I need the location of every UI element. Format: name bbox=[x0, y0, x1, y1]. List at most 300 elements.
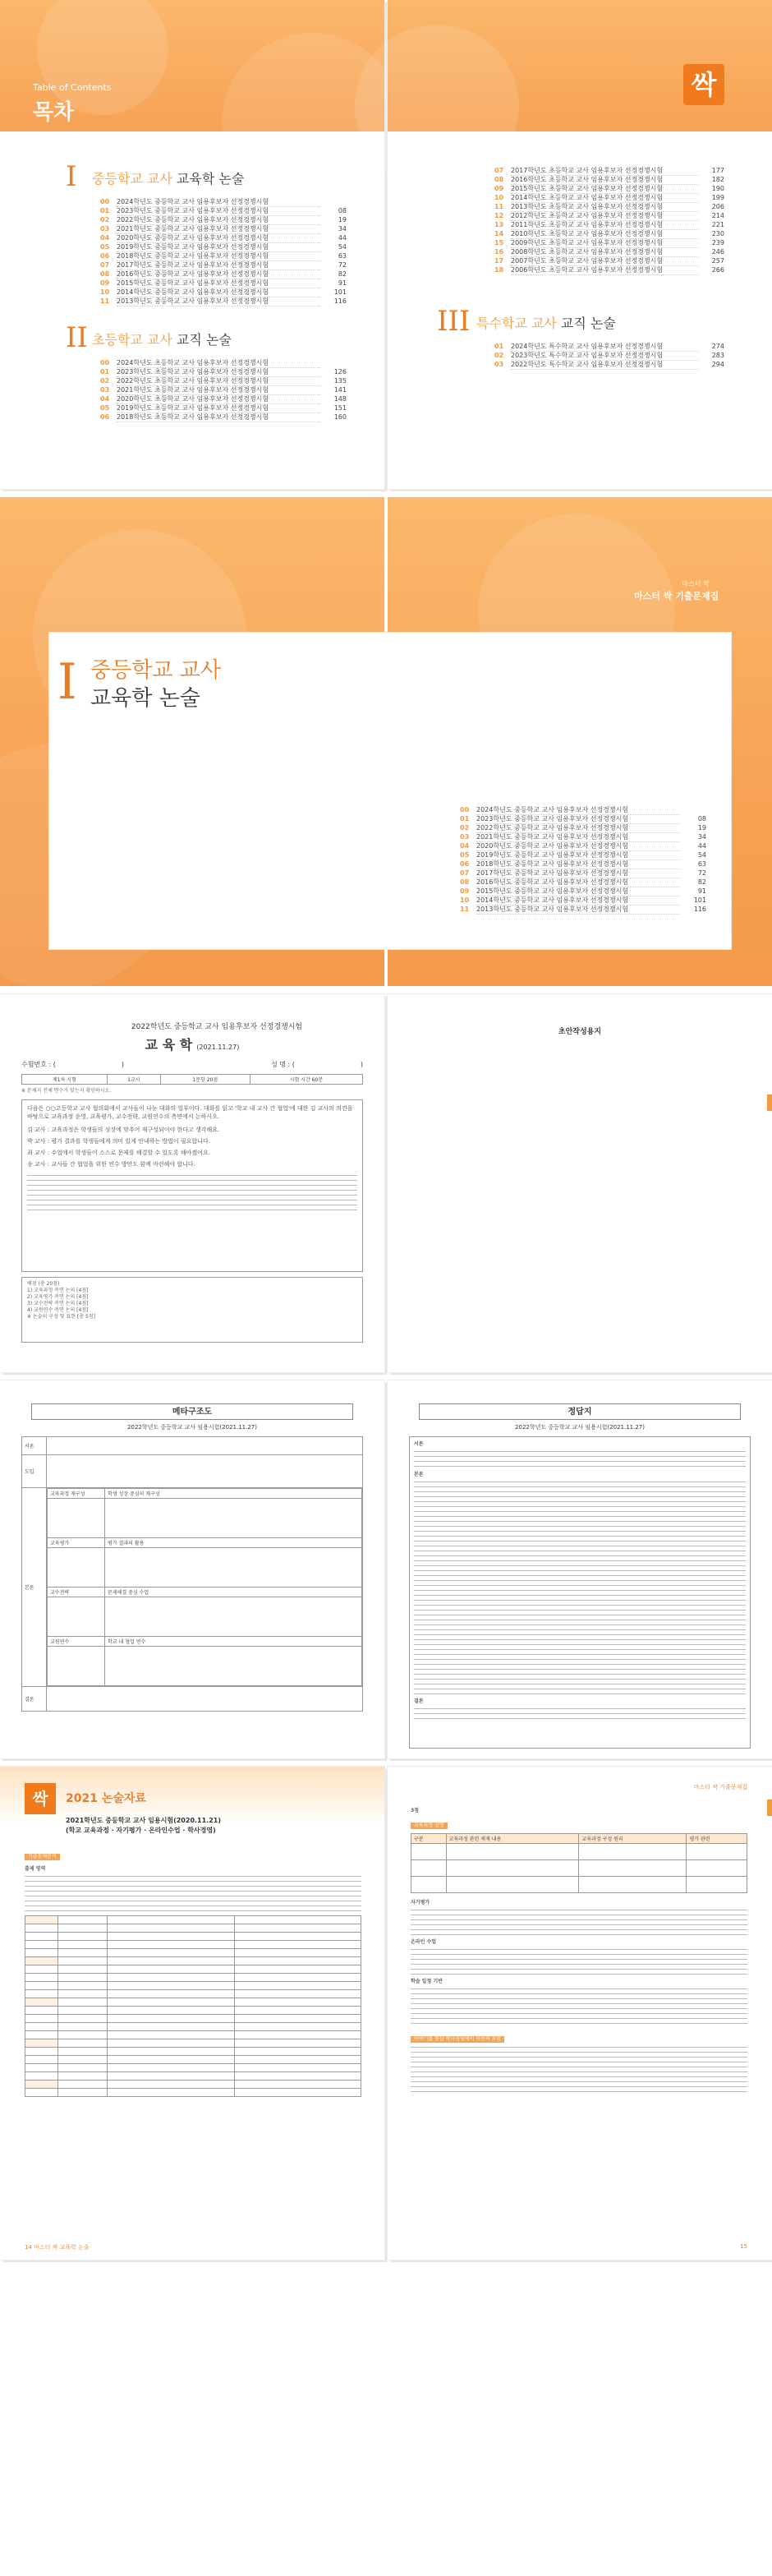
toc-entry-page: 101 bbox=[333, 288, 347, 296]
toc-entry[interactable] bbox=[100, 394, 347, 403]
toc-entry-page: 54 bbox=[697, 851, 706, 859]
toc-entry-title: 2019학년도 중등학교 교사 임용후보자 선정경쟁시험 bbox=[476, 850, 680, 860]
toc-entry-page: 19 bbox=[338, 216, 347, 223]
toc-entry[interactable] bbox=[100, 197, 347, 206]
toc-entry-title: 2007학년도 초등학교 교사 임용후보자 선정경쟁시험 bbox=[511, 256, 698, 266]
toc-right-panel bbox=[404, 140, 749, 485]
section-label: 학습 일정 기반 bbox=[411, 1979, 443, 1984]
table-cell bbox=[108, 1916, 235, 1924]
materials-right-page bbox=[388, 1767, 772, 2260]
toc-entry-number: 06 bbox=[100, 413, 110, 421]
scoring-item: ※ 논술의 구성 및 표현 [총 5점] bbox=[27, 1314, 95, 1320]
toc-entry-number: 01 bbox=[100, 207, 110, 214]
answer-section: 서론 bbox=[414, 1441, 424, 1447]
exam-left-page bbox=[0, 994, 384, 1372]
part1-toc-list bbox=[100, 197, 347, 306]
table-header: 교육과정 구성 원리 bbox=[579, 1834, 687, 1844]
part2-toc-list bbox=[100, 358, 347, 422]
toc-entry[interactable] bbox=[460, 887, 706, 896]
toc-entry-number: 09 bbox=[100, 279, 110, 287]
meta-cell: 교육과정 재구성 bbox=[48, 1489, 105, 1499]
toc-entry[interactable] bbox=[494, 256, 724, 265]
toc-entry-number: 12 bbox=[494, 212, 504, 219]
toc-entry[interactable] bbox=[494, 265, 724, 274]
table-cell bbox=[58, 1965, 108, 1974]
table-cell bbox=[108, 2048, 235, 2056]
table-cell bbox=[234, 1957, 361, 1965]
toc-entry[interactable] bbox=[100, 260, 347, 270]
toc-entry-number: 04 bbox=[100, 234, 110, 242]
toc-entry[interactable] bbox=[460, 869, 706, 878]
exam-field-name-close: ) bbox=[360, 1061, 363, 1068]
table-cell bbox=[25, 1965, 58, 1974]
toc-entry-page: 135 bbox=[333, 377, 347, 385]
toc-entry[interactable] bbox=[100, 242, 347, 251]
toc-entry-page: 214 bbox=[711, 212, 724, 219]
toc-entry[interactable] bbox=[494, 175, 724, 184]
part1-title-rest: 교육학 논술 bbox=[176, 171, 245, 187]
part2-heading bbox=[66, 321, 370, 354]
toc-entry-page: 08 bbox=[697, 815, 706, 823]
toc-entry[interactable] bbox=[494, 193, 724, 202]
toc-entry[interactable] bbox=[100, 288, 347, 297]
table-cell bbox=[58, 1924, 108, 1933]
toc-entry-page: 34 bbox=[697, 833, 706, 841]
table-cell bbox=[234, 1949, 361, 1957]
table-cell bbox=[234, 1990, 361, 1998]
toc-entry-number: 02 bbox=[100, 216, 110, 223]
table-cell bbox=[108, 2007, 235, 2015]
toc-entry-page: 82 bbox=[697, 878, 706, 886]
part1-title-accent: 중등학교 교사 bbox=[92, 171, 172, 187]
toc-entry[interactable] bbox=[100, 233, 347, 242]
table-cell bbox=[108, 1965, 235, 1974]
part2-continued-list bbox=[494, 166, 724, 274]
spread-part-divider bbox=[0, 497, 772, 986]
table-cell bbox=[58, 1998, 108, 2007]
meta-col-head: 도입 bbox=[22, 1455, 47, 1488]
table-cell bbox=[108, 1998, 235, 2007]
text-lines bbox=[27, 1175, 357, 1210]
toc-entry-title: 2015학년도 중등학교 교사 임용후보자 선정경쟁시험 bbox=[117, 279, 320, 288]
toc-entry[interactable] bbox=[100, 358, 347, 367]
table-header: 구분 bbox=[411, 1834, 447, 1844]
toc-entry-number: 07 bbox=[494, 167, 504, 174]
toc-entry[interactable] bbox=[494, 184, 724, 193]
table-cell bbox=[58, 1933, 108, 1941]
exam-right-page bbox=[388, 994, 772, 1372]
table-cell bbox=[25, 2031, 58, 2039]
toc-entry-title: 2017학년도 초등학교 교사 임용후보자 선정경쟁시험 bbox=[511, 166, 698, 176]
toc-entry-page: 221 bbox=[711, 221, 724, 228]
toc-entry-title: 2023학년도 중등학교 교사 임용후보자 선정경쟁시험 bbox=[476, 814, 680, 824]
text-lines bbox=[414, 1451, 746, 1467]
toc-entry[interactable] bbox=[460, 850, 706, 859]
exam-info-table bbox=[21, 1074, 363, 1085]
spread-structure-answer bbox=[0, 1380, 772, 1758]
toc-entry[interactable] bbox=[494, 166, 724, 175]
toc-entry[interactable] bbox=[100, 376, 347, 385]
toc-entry-title: 2015학년도 초등학교 교사 임용후보자 선정경쟁시험 bbox=[511, 184, 698, 194]
table-cell bbox=[234, 2007, 361, 2015]
toc-entry-number: 01 bbox=[100, 368, 110, 376]
table-cell bbox=[25, 2039, 58, 2048]
toc-entry[interactable] bbox=[100, 412, 347, 422]
table-cell bbox=[58, 1990, 108, 1998]
toc-entry-number: 03 bbox=[100, 386, 110, 394]
table-cell bbox=[58, 2039, 108, 2048]
toc-entry[interactable] bbox=[460, 896, 706, 905]
toc-entry-number: 09 bbox=[460, 887, 470, 895]
toc-entry-title: 2022학년도 중등학교 교사 임용후보자 선정경쟁시험 bbox=[117, 215, 320, 225]
meta-subtitle: 2022학년도 중등학교 교사 임용시험(2021.11.27) bbox=[127, 1424, 257, 1431]
toc-entry-title: 2018학년도 중등학교 교사 임용후보자 선정경쟁시험 bbox=[117, 251, 320, 261]
table-cell bbox=[58, 1974, 108, 1982]
section-label: 출제 영역 bbox=[25, 1866, 46, 1872]
part3-title-rest: 교직 논술 bbox=[560, 316, 616, 331]
table-cell bbox=[25, 2015, 58, 2023]
toc-entry-number: 01 bbox=[494, 343, 504, 350]
toc-entry-page: 63 bbox=[338, 252, 347, 260]
toc-entry-number: 03 bbox=[100, 225, 110, 233]
toc-entry-title: 2013학년도 중등학교 교사 임용후보자 선정경쟁시험 bbox=[117, 297, 320, 306]
toc-entry[interactable] bbox=[494, 247, 724, 256]
table-cell bbox=[58, 2023, 108, 2031]
table-cell bbox=[234, 2072, 361, 2081]
toc-entry-page: 34 bbox=[338, 225, 347, 233]
toc-entry-number: 11 bbox=[100, 297, 110, 305]
toc-entry[interactable] bbox=[100, 297, 347, 306]
text-lines bbox=[414, 1708, 746, 1719]
toc-entry-number: 05 bbox=[100, 243, 110, 251]
toc-entry-number: 01 bbox=[460, 815, 470, 823]
toc-entry-page: 190 bbox=[711, 185, 724, 192]
table-cell bbox=[108, 2064, 235, 2072]
toc-entry-title: 2023학년도 초등학교 교사 임용후보자 선정경쟁시험 bbox=[117, 367, 320, 377]
exam-paragraph: 최 교사 : 수업에서 학생들이 스스로 문제를 해결할 수 있도록 해야겠어요. bbox=[27, 1150, 210, 1156]
answer-sheet-title: 초안작성용지 bbox=[558, 1028, 602, 1036]
part1-number: I bbox=[66, 160, 77, 193]
section-label: 교육과정 설명 bbox=[411, 1823, 448, 1829]
info-cell: 1교시 bbox=[107, 1075, 160, 1085]
toc-entry-page: 126 bbox=[333, 368, 347, 376]
toc-entry-page: 116 bbox=[333, 297, 347, 305]
toc-entry[interactable] bbox=[494, 360, 724, 369]
toc-entry-title: 2022학년도 특수학교 교사 임용후보자 선정경쟁시험 bbox=[511, 360, 698, 370]
toc-entry[interactable] bbox=[460, 814, 706, 823]
table-cell bbox=[58, 2048, 108, 2056]
toc-entry-title: 2009학년도 초등학교 교사 임용후보자 선정경쟁시험 bbox=[511, 238, 698, 248]
table-cell bbox=[108, 1941, 235, 1949]
materials-right-body bbox=[411, 1808, 747, 2096]
text-lines bbox=[411, 1910, 747, 1935]
toc-entry-title: 2018학년도 중등학교 교사 임용후보자 선정경쟁시험 bbox=[476, 859, 680, 869]
materials-left-page bbox=[0, 1767, 384, 2260]
toc-entry-title: 2021학년도 중등학교 교사 임용후보자 선정경쟁시험 bbox=[476, 832, 680, 842]
spread-exam-paper bbox=[0, 994, 772, 1372]
toc-entry-title: 2023학년도 중등학교 교사 임용후보자 선정경쟁시험 bbox=[117, 206, 320, 216]
toc-entry-title: 2017학년도 중등학교 교사 임용후보자 선정경쟁시험 bbox=[117, 260, 320, 270]
meta-cell: 평가 결과의 활용 bbox=[105, 1538, 362, 1548]
header-right-label: 마스터 싹 기출문제집 bbox=[693, 1784, 747, 1790]
exam-title: 교 육 학 bbox=[145, 1037, 193, 1053]
toc-entry[interactable] bbox=[460, 878, 706, 887]
table-cell bbox=[58, 2064, 108, 2072]
materials-left-table bbox=[25, 1915, 361, 2097]
toc-entry[interactable] bbox=[100, 279, 347, 288]
toc-entry-page: 08 bbox=[338, 207, 347, 214]
table-cell bbox=[108, 2023, 235, 2031]
toc-entry-page: 257 bbox=[711, 257, 724, 265]
toc-entry[interactable] bbox=[100, 224, 347, 233]
toc-entry-title: 2006학년도 초등학교 교사 임용후보자 선정경쟁시험 bbox=[511, 265, 698, 275]
toc-entry[interactable] bbox=[100, 367, 347, 376]
toc-entry-title: 2014학년도 초등학교 교사 임용후보자 선정경쟁시험 bbox=[511, 193, 698, 203]
toc-entry-title: 2022학년도 초등학교 교사 임용후보자 선정경쟁시험 bbox=[117, 376, 320, 386]
part3-heading bbox=[437, 305, 749, 338]
table-cell bbox=[108, 1933, 235, 1941]
part3-title-accent: 특수학교 교사 bbox=[476, 316, 557, 331]
answer-title: 정답지 bbox=[419, 1403, 741, 1420]
table-cell bbox=[108, 2015, 235, 2023]
table-cell bbox=[58, 2031, 108, 2039]
meta-cell: 학생 성장 중심의 재구성 bbox=[105, 1489, 362, 1499]
materials-year-title: 2021 논술자료 bbox=[66, 1792, 146, 1805]
table-cell bbox=[58, 1949, 108, 1957]
exam-field-number-label: 수험번호 : ( bbox=[21, 1061, 56, 1068]
answer-right-page bbox=[388, 1380, 772, 1758]
table-cell bbox=[25, 2048, 58, 2056]
toc-entry[interactable] bbox=[460, 823, 706, 832]
toc-entry-number: 00 bbox=[100, 359, 110, 366]
scoring-item: 배점 (총 20점) bbox=[27, 1281, 60, 1287]
table-cell bbox=[234, 1982, 361, 1990]
toc-entry[interactable] bbox=[100, 251, 347, 260]
toc-entry-number: 08 bbox=[460, 878, 470, 886]
materials-left-body bbox=[25, 1846, 361, 2097]
toc-entry-page: 101 bbox=[693, 896, 706, 904]
toc-entry[interactable] bbox=[460, 832, 706, 841]
exam-header: 2022학년도 중등학교 교사 임용후보자 선정경쟁시험 bbox=[131, 1023, 303, 1031]
toc-entry[interactable] bbox=[100, 385, 347, 394]
toc-entry[interactable] bbox=[494, 220, 724, 229]
table-cell bbox=[25, 1916, 58, 1924]
table-cell bbox=[108, 2056, 235, 2064]
toc-entry-number: 14 bbox=[494, 230, 504, 237]
table-cell bbox=[25, 2056, 58, 2064]
meta-table bbox=[21, 1436, 363, 1712]
text-lines bbox=[411, 1949, 747, 1975]
toc-entry-number: 07 bbox=[460, 869, 470, 877]
part2-title-rest: 교직 논술 bbox=[176, 332, 232, 348]
table-cell bbox=[25, 2064, 58, 2072]
toc-entry-number: 06 bbox=[460, 860, 470, 868]
part2-title-accent: 초등학교 교사 bbox=[92, 332, 172, 348]
table-cell bbox=[108, 2089, 235, 2097]
toc-entry-page: 160 bbox=[333, 413, 347, 421]
table-cell bbox=[234, 1941, 361, 1949]
part2-number: II bbox=[66, 321, 88, 354]
toc-entry[interactable] bbox=[460, 905, 706, 914]
toc-entry[interactable] bbox=[460, 841, 706, 850]
toc-entry[interactable] bbox=[494, 342, 724, 351]
exam-paragraph: 송 교사 : 교사들 간 협업을 위한 연수 방안도 함께 마련해야 합니다. bbox=[27, 1161, 195, 1168]
exam-paragraph: 김 교사 : 교육과정은 학생들의 성장에 맞추어 재구성되어야 한다고 생각해요. bbox=[27, 1127, 220, 1133]
table-cell bbox=[234, 1933, 361, 1941]
table-cell bbox=[234, 1916, 361, 1924]
toc-entry-title: 2019학년도 중등학교 교사 임용후보자 선정경쟁시험 bbox=[117, 242, 320, 252]
table-cell bbox=[234, 1974, 361, 1982]
toc-entry[interactable] bbox=[100, 403, 347, 412]
text-lines bbox=[25, 1876, 361, 1911]
meta-cell: 학교 내 협업 연수 bbox=[105, 1637, 362, 1647]
toc-entry-number: 00 bbox=[460, 806, 470, 813]
table-cell bbox=[58, 2015, 108, 2023]
table-cell bbox=[108, 1924, 235, 1933]
meta-title: 메타구조도 bbox=[31, 1403, 353, 1420]
answer-section: 본론 bbox=[414, 1472, 424, 1477]
toc-entry-page: 91 bbox=[697, 887, 706, 895]
toc-entry-title: 2008학년도 초등학교 교사 임용후보자 선정경쟁시험 bbox=[511, 247, 698, 257]
toc-entry[interactable] bbox=[494, 238, 724, 247]
info-cell: 시험 시간 60분 bbox=[250, 1075, 362, 1085]
toc-title: 목차 bbox=[33, 100, 75, 125]
toc-entry-title: 2010학년도 초등학교 교사 임용후보자 선정경쟁시험 bbox=[511, 229, 698, 239]
toc-entry-number: 03 bbox=[460, 833, 470, 841]
toc-entry-number: 16 bbox=[494, 248, 504, 256]
toc-entry-number: 10 bbox=[494, 194, 504, 201]
toc-entry-title: 2019학년도 초등학교 교사 임용후보자 선정경쟁시험 bbox=[117, 403, 320, 413]
meta-table-wrap bbox=[21, 1436, 363, 1712]
toc-entry-page: 274 bbox=[711, 343, 724, 350]
toc-entry-title: 2014학년도 중등학교 교사 임용후보자 선정경쟁시험 bbox=[117, 288, 320, 297]
toc-entry[interactable] bbox=[460, 859, 706, 869]
exam-fields bbox=[21, 1060, 363, 1069]
ssak-badge: 싹 bbox=[25, 1783, 56, 1814]
table-cell bbox=[25, 1949, 58, 1957]
toc-entry-number: 07 bbox=[100, 261, 110, 269]
table-cell bbox=[108, 2081, 235, 2089]
toc-entry-title: 2022학년도 중등학교 교사 임용후보자 선정경쟁시험 bbox=[476, 823, 680, 833]
table-cell bbox=[234, 2081, 361, 2089]
table-cell bbox=[25, 1974, 58, 1982]
page-footer-right: 15 bbox=[740, 2243, 747, 2250]
materials-right-table bbox=[411, 1833, 747, 1893]
toc-entry-page: 63 bbox=[697, 860, 706, 868]
toc-entry-title: 2016학년도 중등학교 교사 임용후보자 선정경쟁시험 bbox=[117, 270, 320, 279]
toc-entry[interactable] bbox=[460, 805, 706, 814]
toc-entry-page: 182 bbox=[711, 176, 724, 183]
toc-entry-page: 283 bbox=[711, 352, 724, 359]
toc-entry[interactable] bbox=[494, 202, 724, 211]
toc-entry-page: 54 bbox=[338, 243, 347, 251]
toc-entry-page: 148 bbox=[333, 395, 347, 403]
table-cell bbox=[58, 1941, 108, 1949]
toc-entry-page: 72 bbox=[697, 869, 706, 877]
table-cell bbox=[108, 2072, 235, 2081]
table-header: 교육과정 관련 제재 내용 bbox=[446, 1834, 579, 1844]
toc-left-page bbox=[0, 0, 384, 489]
toc-entry-title: 2012학년도 초등학교 교사 임용후보자 선정경쟁시험 bbox=[511, 211, 698, 221]
meta-col-head: 서론 bbox=[22, 1437, 47, 1455]
toc-entry[interactable] bbox=[100, 206, 347, 215]
toc-entry-title: 2013학년도 초등학교 교사 임용후보자 선정경쟁시험 bbox=[511, 202, 698, 212]
page-tab bbox=[767, 1800, 772, 1816]
toc-left-panel bbox=[25, 140, 370, 485]
toc-entry-page: 72 bbox=[338, 261, 347, 269]
toc-entry-title: 2016학년도 초등학교 교사 임용후보자 선정경쟁시험 bbox=[511, 175, 698, 185]
table-cell bbox=[108, 1982, 235, 1990]
text-lines bbox=[414, 1482, 746, 1694]
toc-entry-title: 2023학년도 특수학교 교사 임용후보자 선정경쟁시험 bbox=[511, 351, 698, 361]
toc-entry[interactable] bbox=[494, 351, 724, 360]
table-cell bbox=[58, 1916, 108, 1924]
table-cell bbox=[25, 1924, 58, 1933]
table-cell bbox=[234, 1965, 361, 1974]
toc-entry[interactable] bbox=[494, 229, 724, 238]
scoring-item: 1) 교육과정 측면 논의 [4점] bbox=[27, 1288, 89, 1293]
divider-title-line2: 교육학 논술 bbox=[90, 686, 200, 711]
materials-subtitle2: (학교 교육과정 · 자기평가 · 온라인수업 · 학사경영) bbox=[66, 1827, 216, 1834]
part3-number: III bbox=[437, 305, 471, 338]
toc-entry-number: 09 bbox=[494, 185, 504, 192]
toc-entry[interactable] bbox=[100, 270, 347, 279]
toc-entry-number: 06 bbox=[100, 252, 110, 260]
toc-right-page bbox=[388, 0, 772, 489]
table-cell bbox=[234, 2015, 361, 2023]
table-cell bbox=[25, 1933, 58, 1941]
spread-table-of-contents bbox=[0, 0, 772, 489]
section-label: 온라인 수업 bbox=[411, 1939, 437, 1945]
toc-entry-title: 2015학년도 중등학교 교사 임용후보자 선정경쟁시험 bbox=[476, 887, 680, 896]
toc-entry-number: 10 bbox=[460, 896, 470, 904]
table-cell bbox=[25, 1957, 58, 1965]
answer-subtitle: 2022학년도 중등학교 교사 임용시험(2021.11.27) bbox=[515, 1424, 645, 1431]
toc-entry-title: 2011학년도 초등학교 교사 임용후보자 선정경쟁시험 bbox=[511, 220, 698, 230]
table-cell bbox=[25, 2023, 58, 2031]
meta-cell: 교수전략 bbox=[48, 1588, 105, 1597]
toc-entry-title: 2024학년도 특수학교 교사 임용후보자 선정경쟁시험 bbox=[511, 342, 698, 352]
table-cell bbox=[58, 2089, 108, 2097]
meta-cell: 교원연수 bbox=[48, 1637, 105, 1647]
toc-entry[interactable] bbox=[494, 211, 724, 220]
table-cell bbox=[25, 2072, 58, 2081]
meta-col-head: 본론 bbox=[22, 1488, 47, 1687]
exam-question-box bbox=[21, 1099, 363, 1272]
toc-entry-number: 02 bbox=[494, 352, 504, 359]
toc-entry-number: 08 bbox=[100, 270, 110, 278]
page-footer-left: 14 마스터 싹 교육학 논술 bbox=[25, 2244, 90, 2251]
toc-entry-title: 2016학년도 중등학교 교사 임용후보자 선정경쟁시험 bbox=[476, 878, 680, 887]
toc-entry-number: 18 bbox=[494, 266, 504, 274]
toc-entry-number: 13 bbox=[494, 221, 504, 228]
table-cell bbox=[234, 2023, 361, 2031]
table-cell bbox=[234, 2031, 361, 2039]
table-cell bbox=[25, 1941, 58, 1949]
table-cell bbox=[108, 1974, 235, 1982]
table-cell bbox=[25, 2081, 58, 2089]
toc-entry-page: 141 bbox=[333, 386, 347, 394]
toc-entry-page: 44 bbox=[697, 842, 706, 850]
ssak-logo: 싹 bbox=[683, 64, 724, 105]
toc-entry-title: 2024학년도 초등학교 교사 임용후보자 선정경쟁시험 bbox=[117, 358, 320, 368]
toc-entry[interactable] bbox=[100, 215, 347, 224]
exam-date: (2021.11.27) bbox=[196, 1044, 240, 1051]
exam-field-name-label: 성 명 : ( bbox=[270, 1061, 295, 1068]
exam-note-head: ※ 문제지 전체 면수가 맞는지 확인하시오. bbox=[21, 1088, 112, 1094]
spread-2021-materials bbox=[0, 1767, 772, 2576]
toc-entry-title: 2024학년도 중등학교 교사 임용후보자 선정경쟁시험 bbox=[117, 197, 320, 207]
